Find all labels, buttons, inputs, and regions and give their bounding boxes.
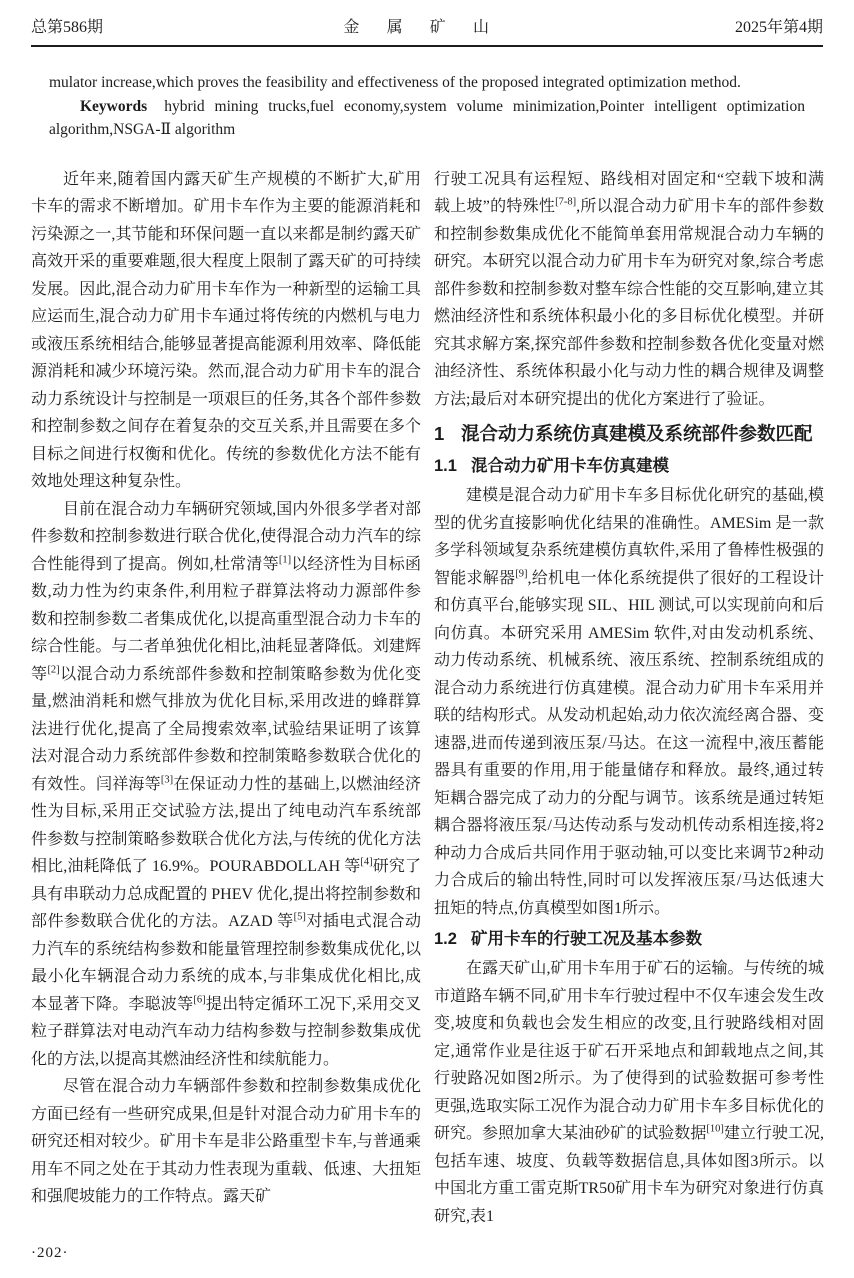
abstract-continuation: mulator increase,which proves the feasibility and effectiveness of the proposed integrated optimization method. [49,74,741,91]
header-rule [31,45,823,47]
simulation-modeling-paragraph: 建模是混合动力矿用卡车多目标优化研究的基础,模型的优劣直接影响优化结果的准确性。AMESim 是一款多学科领域复杂系统建模仿真软件,采用了鲁棒性极强的智能求解器[9],给机电一体化系统提供了很好的工程设计和仿真平台,能够实现 SIL、HIL 测试,可以实现前向和后向仿真。本研究采用 AMESim 软件,对由发动机系统、动力传动系统、机械系统、液压系统、控制系统组成的混合动力系统进行仿真建模。混合动力矿用卡车采用并联的结构形式。从发动机起始,动力依次流经离合器、变速器,进而传递到液压泵/马达。在这一流程中,液压蓄能器具有重要的作用,用于能量储存和释放。最终,通过转矩耦合器完成了动力的分配与调节。该系统是通过转矩耦合器将液压泵/马达传动系与发动机传动系相连接,将2种动力合成后共同作用于驱动轴,可以变比来调节2种动力合成后的输出特性,同时可以发挥液压泵/马达低速大扭矩的特点,仿真模型如图1所示。 [434,487,824,917]
section-1-2-number: 1.2 [434,930,457,948]
section-1-1-heading [434,452,824,480]
literature-review-paragraph: 目前在混合动力车辆研究领域,国内外很多学者对部件参数和控制参数进行联合优化,使得混合动力汽车的综合性能得到了提高。例如,杜常清等[1]以经济性为目标函数,动力性为约束条件,利用粒子群算法将动力源部件参数和控制参数二者集成优化,以提高重型混合动力卡车的综合性能。与二者单独优化相比,油耗显著降低。刘建辉等[2]以混合动力系统部件参数和控制策略参数为优化变量,燃油消耗和燃气排放为优化目标,采用改进的蜂群算法进行优化,提高了全局搜索效率,试验结果证明了该算法对混合动力系统部件参数和控制策略参数联合优化的有效性。闫祥海等[3]在保证动力性的基础上,以燃油经济性为目标,采用正交试验方法,提出了纯电动汽车系统部件参数与控制策略参数联合优化方法,与传统的优化方法相比,油耗降低了 16.9%。POURABDOLLAH 等[4]研究了具有串联动力总成配置的 PHEV 优化,提出将控制参数和部件参数联合优化的方法。AZAD 等[5]对插电式混合动力汽车的系统结构参数和能量管理控制参数集成优化,以最小化车辆混合动力系统的成本,与非集成优化相比,成本显著下降。李聪波等[6]提出特定循环工况下,采用交叉粒子群算法对电动汽车动力结构参数与控制参数集成优化的方法,以提高其燃油经济性和续航能力。 [31,500,421,1068]
section-1-number: 1 [434,423,445,444]
running-head [31,18,823,38]
journal-title: 金 属 矿 山 [343,19,495,36]
intro-paragraph-1: 近年来,随着国内露天矿生产规模的不断扩大,矿用卡车的需求不断增加。矿用卡车作为主要的能源消耗和污染源之一,其节能和环保问题一直以来都是制约露天矿高效开采的重要难题,很大程度上限制了露天矿的可持续发展。因此,混合动力矿用卡车作为一种新型的运输工具应运而生,混合动力矿用卡车通过将传统的内燃机与电力或液压系统相结合,能够显著提高能源利用效率、降低能源消耗和减少环境污染。然而,混合动力矿用卡车的混合动力系统设计与控制是一项艰巨的任务,其各个部件参数和控制参数之间存在着复杂的交互关系,并且需要在多个目标之间进行权衡和优化。传统的参数优化方法不能有效地处理这种复杂性。 [31,170,421,490]
issue-number-right: 2025年第4期 [734,19,823,36]
page-number: ·202· [31,1245,69,1261]
section-1-1-number: 1.1 [434,457,457,475]
research-aim-paragraph: 行驶工况具有运程短、路线相对固定和“空载下坡和满载上坡”的特殊性[7-8],所以混合动力矿用卡车的部件参数和控制参数集成优化不能简单套用常规混合动力车辆的研究。本研究以混合动力矿用卡车为研究对象,综合考虑部件参数和控制参数对整车综合性能的交互影响,建立其燃油经济性和系统体积最小化的多目标优化模型。并研究其求解方案,探究部件参数和控制参数各优化变量对燃油经济性、系统体积最小化与动力性的耦合规律及调整方法;最后对本研究提出的优化方案进行了验证。 [434,170,824,408]
section-1-2-title: 矿用卡车的行驶工况及基本参数 [470,930,702,948]
left-column [31,166,421,1231]
body-columns [31,166,823,1231]
front-matter [49,71,805,142]
section-1-title: 混合动力系统仿真建模及系统部件参数匹配 [460,423,813,444]
keywords-line [49,95,805,142]
research-gap-paragraph: 尽管在混合动力车辆部件参数和控制参数集成优化方面已经有一些研究成果,但是针对混合动力矿用卡车的研究还相对较少。矿用卡车是非公路重型卡车,与普通乘用车不同之处在于其动力性表现为重载、低速、大扭矩和强爬坡能力的工作特点。露天矿 [31,1078,421,1205]
issue-number-left: 总第586期 [31,19,104,36]
section-1-1-title: 混合动力矿用卡车仿真建模 [470,457,669,475]
keywords-text: hybrid mining trucks,fuel economy,system volume minimization,Pointer intelligent optimization algorithm,NSGA-Ⅱ algorithm [49,97,805,138]
keywords-label: Keywords [80,97,148,115]
section-1-heading [434,418,824,449]
right-column [434,166,824,1231]
driving-conditions-paragraph: 在露天矿山,矿用卡车用于矿石的运输。与传统的城市道路车辆不同,矿用卡车行驶过程中不仅车速会发生改变,坡度和负载也会发生相应的改变,且行驶路线相对固定,通常作业是往返于矿石开采地点和卸载地点之间,其行驶路况如图2所示。为了使得到的试验数据可参考性更强,选取实际工况作为混合动力矿用卡车多目标优化的研究。参照加拿大某油砂矿的试验数据[10]建立行驶工况,包括车速、坡度、负载等数据信息,具体如图3所示。以中国北方重工雷克斯TR50矿用卡车为研究对象进行仿真研究,表1 [434,960,824,1225]
section-1-2-heading [434,925,824,953]
